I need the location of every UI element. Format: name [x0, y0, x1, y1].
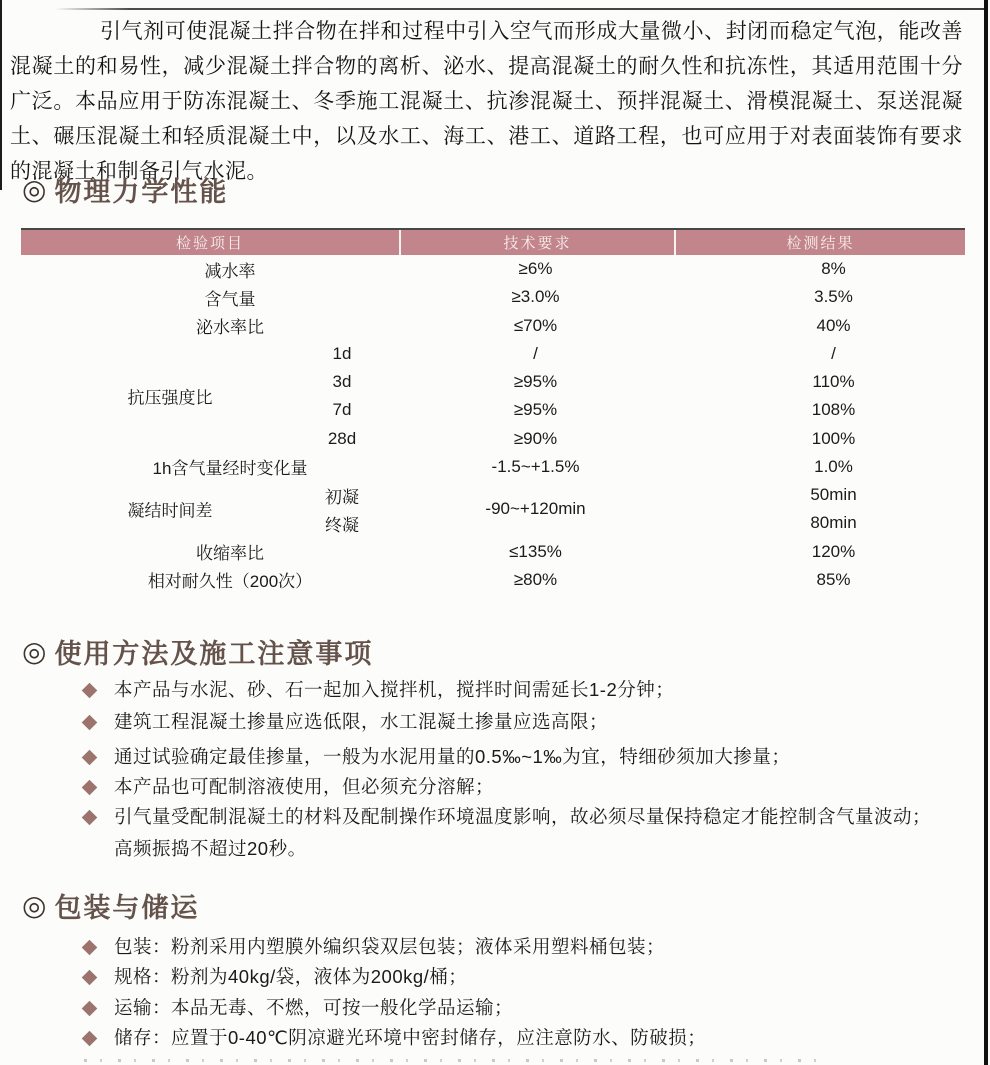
header-cell-result: 检测结果	[786, 235, 855, 252]
usage-bullet-5	[84, 804, 931, 830]
cell-requirement: ≥3.0%	[511, 287, 560, 307]
packaging-bullet-3	[84, 995, 513, 1021]
table-row-relative-durability	[21, 566, 965, 594]
usage-bullet-4	[84, 774, 494, 800]
cell-result: 108%	[811, 400, 856, 420]
diamond-bullet-icon	[82, 779, 98, 795]
bullet-text: 储存：应置于0-40℃阴凉避光环境中密封储存，应注意防水、防破损；	[114, 1027, 707, 1048]
table-row-shrinkage-ratio	[21, 538, 965, 566]
cell-result: 100%	[811, 428, 856, 448]
section-title: 物理力学性能	[54, 177, 229, 207]
diamond-bullet-icon	[82, 682, 98, 698]
cell-requirement-merged: -90~+120min	[485, 499, 586, 519]
cell-requirement: ≥95%	[513, 372, 558, 392]
header-cell-item: 检验项目	[21, 230, 401, 255]
group-label: 凝结时间差	[127, 501, 213, 521]
sub-label: 终凝	[325, 515, 359, 535]
section-marker-icon: ◎	[22, 890, 47, 921]
sub-label: 1d	[332, 343, 352, 363]
cell-requirement: ≥95%	[513, 400, 558, 420]
section-heading-physical	[22, 170, 228, 209]
usage-bullet-2	[84, 709, 608, 735]
scan-left-border-line	[0, 0, 2, 190]
diamond-bullet-icon	[82, 969, 98, 985]
table-row-air-content-change-1h	[21, 453, 965, 481]
cell-result: 3.5%	[814, 287, 853, 307]
table-header-row	[21, 228, 965, 255]
diamond-bullet-icon	[82, 714, 98, 730]
section-heading-packaging	[22, 886, 199, 925]
section-marker-icon: ◎	[22, 636, 47, 667]
cell-result: 50min	[810, 485, 857, 505]
bullet-text: 运输：本品无毒、不燃，可按一般化学品运输；	[114, 997, 514, 1018]
cell-item: 相对耐久性（200次）	[147, 572, 313, 592]
bullet-text: 本产品也可配制溶液使用，但必须充分溶解；	[114, 776, 495, 797]
section-heading-usage	[22, 632, 373, 671]
bullet-text: 包装：粉剂采用内塑膜外编织袋双层包装；液体采用塑料桶包装；	[114, 936, 666, 957]
cell-requirement: ≤70%	[513, 315, 558, 335]
cell-requirement: ≥80%	[513, 569, 558, 589]
diamond-bullet-icon	[82, 939, 98, 955]
clipped-bottom-text	[84, 1059, 824, 1065]
scan-right-border-line	[984, 0, 988, 1065]
sub-row-1d	[21, 340, 399, 368]
cell-item: 收缩率比	[196, 544, 264, 564]
table-group-setting-time	[21, 481, 965, 538]
cell-result: 8%	[821, 259, 846, 279]
scan-top-border-line	[55, 8, 985, 10]
cell-item: 泌水率比	[196, 318, 264, 338]
cell-item: 1h含气量经时变化量	[152, 459, 308, 479]
diamond-bullet-icon	[82, 749, 98, 765]
table-group-compressive-strength	[21, 340, 965, 453]
cell-requirement: ≥6%	[518, 259, 553, 279]
cell-result: 1.0%	[814, 456, 853, 476]
cell-item: 减水率	[204, 261, 256, 281]
bullet-text: 通过试验确定最佳掺量，一般为水泥用量的0.5‰~1‰为宜，特细砂须加大掺量；	[114, 746, 791, 767]
section-title: 使用方法及施工注意事项	[54, 639, 374, 669]
table-row-water-reduction	[21, 255, 965, 283]
cell-result: 110%	[812, 372, 855, 392]
usage-bullet-3	[84, 744, 790, 770]
usage-bullet-1	[84, 677, 674, 703]
diamond-bullet-icon	[82, 1030, 98, 1046]
cell-result: 40%	[816, 315, 851, 335]
bullet-text: 本产品与水泥、砂、石一起加入搅拌机，搅拌时间需延长1-2分钟；	[114, 679, 675, 700]
diamond-bullet-icon	[82, 1000, 98, 1016]
group-label: 抗压强度比	[127, 388, 213, 408]
cell-result: 80min	[810, 513, 857, 533]
header-cell-requirement: 技术要求	[401, 230, 676, 255]
cell-requirement: /	[533, 343, 538, 363]
packaging-bullet-1	[84, 934, 665, 960]
bullet-text: 引气量受配制混凝土的材料及配制操作环境温度影响，故必须尽量保持稳定才能控制含气量波动；	[114, 806, 932, 827]
packaging-bullet-4	[84, 1025, 706, 1051]
bullet-text: 建筑工程混凝土掺量应选低限，水工混凝土掺量应选高限；	[114, 711, 609, 732]
table-row-bleeding-ratio	[21, 312, 965, 340]
cell-result: /	[831, 343, 836, 363]
section-title: 包装与储运	[54, 893, 200, 923]
cell-item: 含气量	[204, 289, 256, 309]
intro-paragraph: 引气剂可使混凝土拌合物在拌和过程中引入空气而形成大量微小、封闭而稳定气泡，能改善混凝土的和易性，减少混凝土拌合物的离析、泌水、提高混凝土的耐久性和抗冻性，其适用范围十分广泛。本品应用于防冻混凝土、冬季施工混凝土、抗渗混凝土、预拌混凝土、滑模混凝土、泵送混凝土、碾压混凝土和轻质混凝土中，以及水工、海工、港工、道路工程，也可应用于对表面装饰有要求的混凝土和制备引气水泥。	[10, 20, 963, 183]
cell-requirement: ≤135%	[509, 541, 562, 561]
cell-result: 85%	[816, 569, 851, 589]
properties-table	[21, 228, 965, 594]
cell-result: 120%	[811, 541, 856, 561]
usage-bullet-5-continuation: 高频振捣不超过20秒。	[114, 838, 307, 859]
packaging-bullet-2	[84, 964, 467, 990]
sub-label: 3d	[332, 372, 352, 392]
cell-requirement: ≥90%	[513, 428, 558, 448]
sub-row-28d	[21, 425, 399, 453]
bullet-text: 规格：粉剂为40kg/袋，液体为200kg/桶；	[114, 966, 468, 987]
diamond-bullet-icon	[82, 809, 98, 825]
table-row-air-content	[21, 283, 965, 311]
cell-requirement: -1.5~+1.5%	[491, 456, 580, 476]
sub-label: 7d	[332, 400, 352, 420]
sub-label: 28d	[327, 428, 357, 448]
sub-label: 初凝	[325, 487, 359, 507]
section-marker-icon: ◎	[22, 174, 47, 205]
